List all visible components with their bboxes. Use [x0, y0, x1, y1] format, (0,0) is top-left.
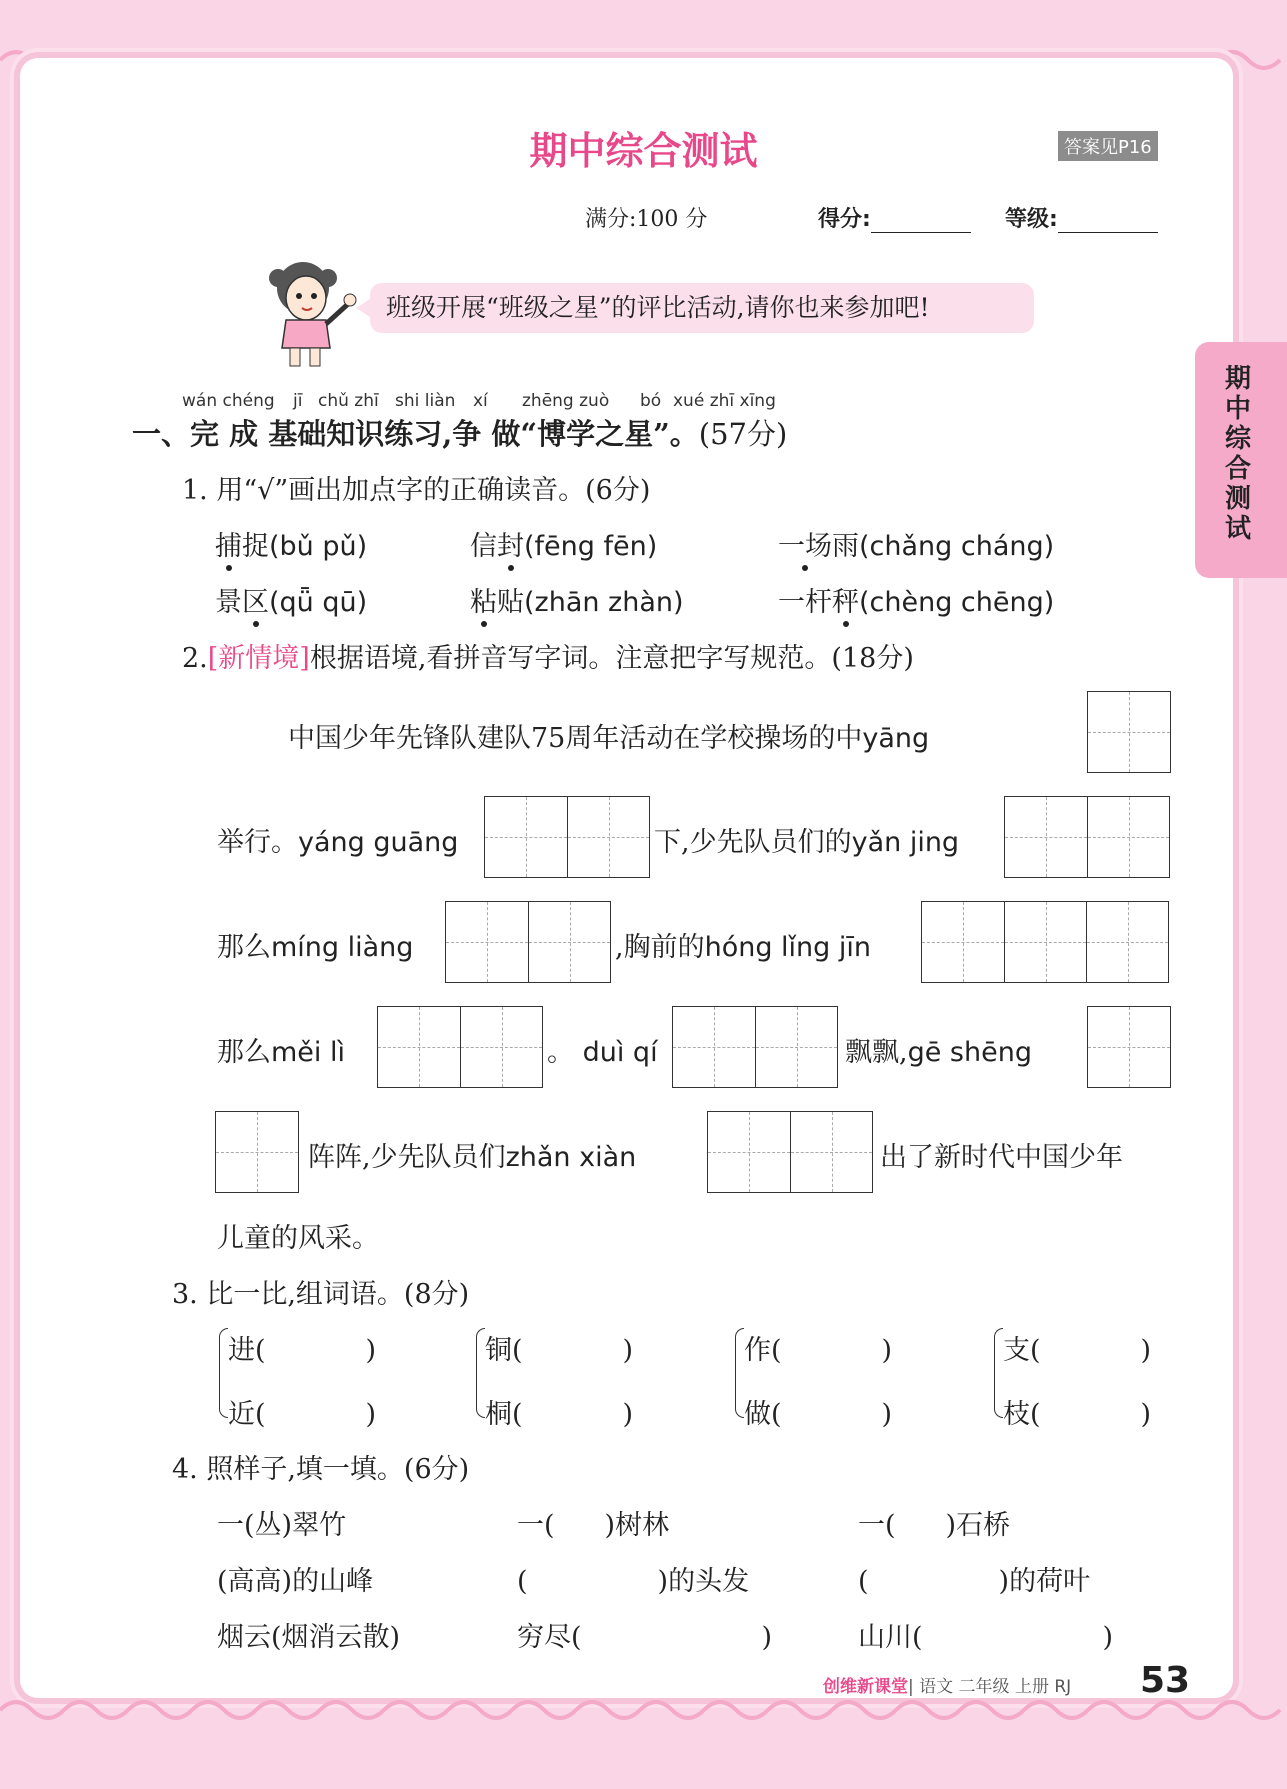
q2-text-1: 中国少年先锋队建队75周年活动在学校操场的中	[288, 723, 863, 754]
q2-text-10: 出了新时代中国少年	[880, 1142, 1123, 1173]
answer-box-gesheng-2[interactable]	[215, 1111, 299, 1193]
q4-blank-4[interactable]	[858, 1559, 1090, 1598]
q4-blank-2[interactable]	[858, 1503, 1010, 1542]
q4-blank-6[interactable]	[858, 1615, 1113, 1654]
q2-text-6: 那么	[217, 1037, 271, 1068]
q3-stem: 3. 比一比,组词语。(8分)	[172, 1279, 470, 1310]
footer-brand: 创维新课堂	[823, 1677, 908, 1697]
q4-text: )的头发	[657, 1566, 750, 1597]
pinyin-chuzhi: chǔ zhī	[318, 391, 379, 411]
q2-pinyin-gesheng: gē shēng	[907, 1037, 1032, 1068]
q4-example-1: 一(丛)翠竹	[217, 1510, 347, 1541]
q2-pinyin-meili: měi lì	[271, 1037, 345, 1068]
q1-item-4-char: 景	[215, 587, 242, 618]
q2-pinyin-zhanxian: zhǎn xiàn	[505, 1142, 637, 1173]
q1-item-3-options[interactable]: (chǎng cháng)	[859, 531, 1055, 562]
side-tab-label: 期中综合测试	[1225, 364, 1252, 544]
grade-blank[interactable]	[1058, 210, 1158, 233]
footer-subject: | 语文 二年级 上册 RJ	[908, 1677, 1072, 1697]
q1-item-6-char: 一杆	[778, 587, 832, 618]
brace-3-icon	[735, 1328, 744, 1418]
q2-text-11: 儿童的风采。	[217, 1223, 379, 1254]
q4-blank-5[interactable]	[517, 1615, 772, 1654]
q3-pair-4-bottom[interactable]	[1003, 1392, 1151, 1431]
q3-char-jin2: 近(	[228, 1399, 266, 1430]
q4-open: 穷尽(	[517, 1622, 582, 1653]
q2-line-4-start	[217, 1030, 345, 1069]
q2-text-2: 举行。	[217, 827, 298, 858]
q2-pinyin-duiqi: duì qí	[582, 1037, 658, 1068]
q3-char-zhi: 支(	[1003, 1335, 1041, 1366]
pinyin-ji: jī	[293, 391, 303, 411]
q2-line-1	[288, 716, 929, 755]
q3-pair-2-top[interactable]	[485, 1328, 633, 1367]
answer-box-zhanxian[interactable]	[707, 1111, 873, 1193]
q4-example-3: 烟云(烟消云散)	[217, 1622, 401, 1653]
q4-open: 山川(	[858, 1622, 923, 1653]
q1-item-4	[215, 580, 367, 619]
answer-box-yang[interactable]	[1087, 691, 1171, 773]
q1-item-3	[778, 524, 1054, 563]
section-1-points: (57分)	[698, 417, 788, 451]
section-1-title: 一、完 成 基础知识练习,争 做“博学之星”。	[132, 417, 699, 451]
girl-illustration-icon	[258, 256, 368, 368]
q1-item-3-char-b: 雨	[832, 531, 859, 562]
q3-pair-3-top[interactable]	[744, 1328, 892, 1367]
q1-item-4-options[interactable]: (qǖ qū)	[269, 587, 368, 618]
q1-item-2	[470, 524, 657, 563]
answer-box-honglingjin[interactable]	[921, 901, 1169, 983]
q4-text: )树林	[604, 1510, 670, 1541]
q1-item-6-dotted-char: 秤	[832, 587, 859, 618]
section-1-heading	[132, 412, 787, 453]
q2-line-2-start	[217, 820, 458, 859]
answer-box-yanjing[interactable]	[1004, 796, 1170, 878]
answer-box-yangguang[interactable]	[484, 796, 650, 878]
bottom-wave-border	[0, 1690, 1287, 1730]
q4-blank-3[interactable]	[517, 1559, 749, 1598]
q4-stem: 4. 照样子,填一填。(6分)	[172, 1454, 470, 1485]
q2-line-3-mid	[615, 925, 871, 964]
q2-line-5	[308, 1135, 636, 1174]
q2-text-3: 下,少先队员们的	[654, 827, 852, 858]
q1-item-4-dotted-char: 区	[242, 587, 269, 618]
q1-item-3-char: 一场	[778, 531, 832, 562]
q3-char-zuo2: 做(	[744, 1399, 782, 1430]
q2-pinyin-mingliang: míng liàng	[271, 932, 414, 963]
q1-item-1-char: 捉	[242, 531, 269, 562]
q2-line-2-mid	[654, 820, 959, 859]
q2-stem	[182, 636, 914, 675]
q2-text-8: 飘飘,	[845, 1037, 908, 1068]
q2-line-3-start	[217, 925, 413, 964]
answer-box-gesheng[interactable]	[1087, 1006, 1171, 1088]
q3-pair-2-bottom[interactable]	[485, 1392, 633, 1431]
side-tab	[1195, 342, 1287, 578]
q3-close: )	[622, 1335, 634, 1366]
footer	[823, 1672, 1071, 1697]
q2-stem-text: 根据语境,看拼音写字词。注意把字写规范。(18分)	[309, 643, 914, 674]
pinyin-shilian: shi liàn	[395, 391, 456, 411]
q2-line-4-end	[845, 1030, 1032, 1069]
brace-4-icon	[994, 1328, 1003, 1418]
q1-item-6	[778, 580, 1054, 619]
answer-box-meili[interactable]	[377, 1006, 543, 1088]
q1-item-5	[470, 580, 684, 619]
q3-char-zuo: 作(	[744, 1335, 782, 1366]
q4-open: 一(	[858, 1510, 896, 1541]
q4-text: )	[1102, 1622, 1114, 1653]
q3-char-jin: 进(	[228, 1335, 266, 1366]
q1-item-5-options[interactable]: (zhān zhàn)	[524, 587, 684, 618]
q1-item-1-dotted-char: 捕	[215, 531, 242, 562]
q1-item-1-options[interactable]: (bǔ pǔ)	[269, 531, 368, 562]
q1-item-1	[215, 524, 367, 563]
q1-stem: 1. 用“√”画出加点字的正确读音。(6分)	[182, 475, 651, 506]
pinyin-wancheng: wán chéng	[182, 391, 275, 411]
q2-pinyin-yang: yāng	[862, 723, 930, 754]
q3-close: )	[881, 1335, 893, 1366]
q4-text: )	[761, 1622, 773, 1653]
q3-close: )	[881, 1399, 893, 1430]
grade-label: 等级:	[1005, 207, 1058, 232]
q3-close: )	[1140, 1335, 1152, 1366]
full-score-label: 满分:100 分	[585, 207, 708, 232]
q1-item-6-options[interactable]: (chèng chēng)	[859, 587, 1055, 618]
q2-new-context-tag: [新情境]	[207, 643, 310, 674]
speech-bubble: 班级开展“班级之星”的评比活动,请你也来参加吧!	[370, 283, 1034, 333]
q3-close: )	[622, 1399, 634, 1430]
q4-open: (	[517, 1566, 528, 1597]
q2-text-4: 那么	[217, 932, 271, 963]
page-number: 53	[1140, 1660, 1191, 1701]
brace-1-icon	[219, 1328, 228, 1418]
q1-item-5-dotted-char: 粘	[470, 587, 497, 618]
pinyin-xuezhixing: xué zhī xīng	[673, 391, 776, 411]
q3-pair-1-bottom[interactable]	[228, 1392, 376, 1431]
q2-pinyin-honglingjin: hóng lǐng jīn	[704, 932, 872, 963]
q3-pair-4-top[interactable]	[1003, 1328, 1151, 1367]
q1-item-5-char: 贴	[497, 587, 524, 618]
q4-open: (	[858, 1566, 869, 1597]
q3-char-tong: 铜(	[485, 1335, 523, 1366]
q3-close: )	[1140, 1399, 1152, 1430]
answer-box-duiqi[interactable]	[672, 1006, 838, 1088]
q1-item-2-options[interactable]: (fēng fēn)	[524, 531, 658, 562]
pinyin-bo: bó	[640, 391, 662, 411]
pinyin-zhengzuo: zhēng zuò	[522, 391, 610, 411]
q4-text: )石桥	[945, 1510, 1011, 1541]
q2-text-5: ,胸前的	[615, 932, 705, 963]
q3-char-zhi2: 枝(	[1003, 1399, 1041, 1430]
answer-reference-tag: 答案见P16	[1058, 131, 1158, 161]
q3-close: )	[365, 1335, 377, 1366]
q1-item-2-dotted-char: 封	[497, 531, 524, 562]
q2-pinyin-yanjing: yǎn jing	[851, 827, 960, 858]
q3-pair-3-bottom[interactable]	[744, 1392, 892, 1431]
q4-open: 一(	[517, 1510, 555, 1541]
q1-item-2-char: 信	[470, 531, 497, 562]
q2-pinyin-yangguang: yáng guāng	[298, 827, 459, 858]
q2-line-4-mid	[547, 1030, 658, 1069]
page-title: 期中综合测试	[529, 129, 758, 173]
brace-2-icon	[476, 1328, 485, 1418]
q4-example-2: (高高)的山峰	[217, 1566, 374, 1597]
q2-text-7: 。	[547, 1037, 574, 1068]
q2-number: 2.	[182, 643, 208, 674]
answer-box-mingliang[interactable]	[445, 901, 611, 983]
score-label: 得分:	[818, 207, 871, 232]
score-blank[interactable]	[871, 210, 971, 233]
q2-text-9: 阵阵,少先队员们	[308, 1142, 506, 1173]
pinyin-xi: xí	[473, 391, 488, 411]
q4-text: )的荷叶	[998, 1566, 1091, 1597]
q3-char-tong2: 桐(	[485, 1399, 523, 1430]
q3-close: )	[365, 1399, 377, 1430]
q3-pair-1-top[interactable]	[228, 1328, 376, 1367]
q4-blank-1[interactable]	[517, 1503, 669, 1542]
